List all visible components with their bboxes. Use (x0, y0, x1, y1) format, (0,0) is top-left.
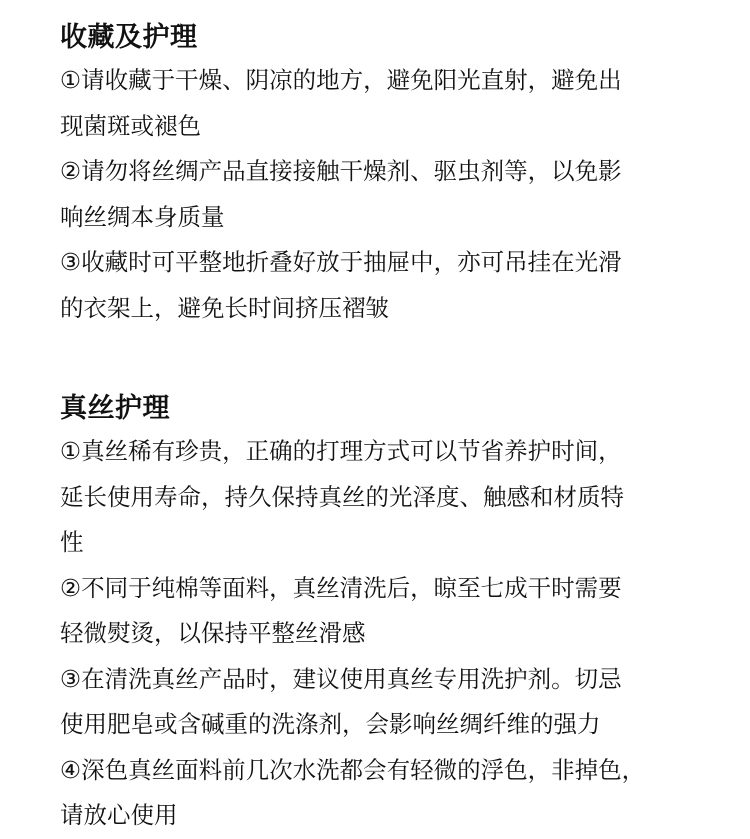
storage-text-line: 的衣架上，避免长时间挤压褶皱 (60, 293, 389, 322)
silk-care-text-line: 轻微熨烫，以保持平整丝滑感 (60, 619, 366, 647)
silk-care-text-line: ③在清洗真丝产品时，建议使用真丝专用洗护剂。切忌 (60, 664, 622, 693)
storage-text-line: ②请勿将丝绸产品直接接触干燥剂、驱虫剂等，以免影 (60, 157, 622, 185)
storage-text-line: 响丝绸本身质量 (60, 202, 225, 231)
silk-care-text-line: ①真丝稀有珍贵，正确的打理方式可以节省养护时间， (60, 437, 622, 465)
silk-care-text-line: 延长使用寿命，持久保持真丝的光泽度、触感和材质特 (60, 482, 624, 511)
storage-text-line: ③收藏时可平整地折叠好放于抽屉中，亦可吊挂在光滑 (60, 248, 622, 276)
silk-care-text-line: ②不同于纯棉等面料，真丝清洗后，晾至七成干时需要 (60, 573, 622, 602)
storage-section (60, 18, 690, 331)
storage-section-title: 收藏及护理 (60, 22, 198, 53)
silk-care-text-line: 使用肥皂或含碱重的洗涤剂，会影响丝绸纤维的强力 (60, 710, 601, 738)
section-spacer (60, 331, 690, 389)
silk-care-text-line: 性 (60, 528, 84, 556)
silk-care-section-title: 真丝护理 (60, 393, 170, 424)
silk-care-section (60, 389, 690, 839)
storage-text-line: ①请收藏于干燥、阴凉的地方，避免阳光直射，避免出 (60, 66, 622, 94)
storage-text-line: 现菌斑或褪色 (60, 111, 201, 140)
silk-care-text-line: ④深色真丝面料前几次水洗都会有轻微的浮色，非掉色， (60, 755, 646, 784)
silk-care-text-line: 请放心使用 (60, 801, 178, 829)
